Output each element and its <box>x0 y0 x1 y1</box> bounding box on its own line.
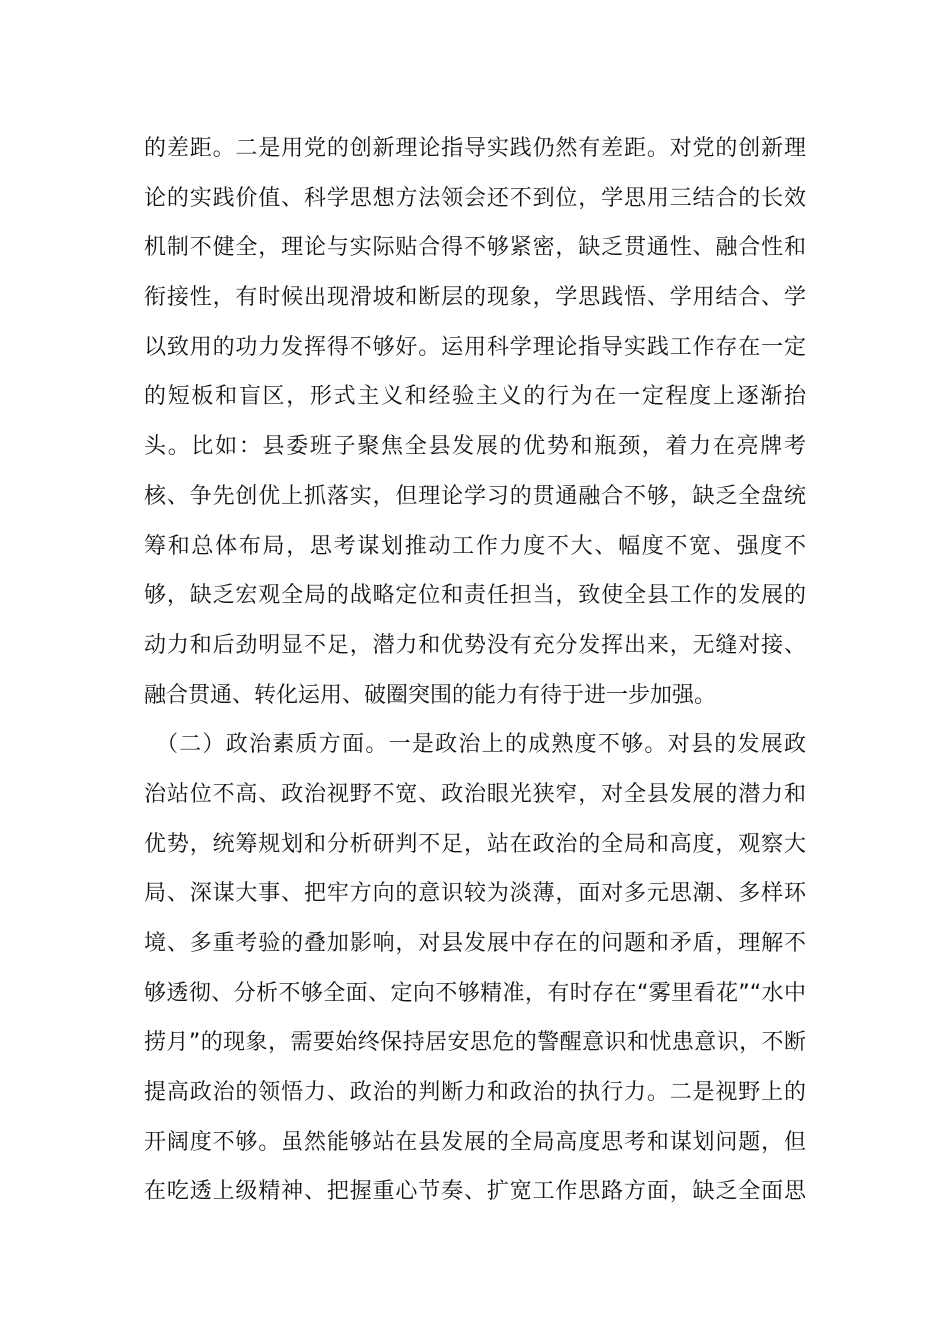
text-line: 开阔度不够。虽然能够站在县发展的全局高度思考和谋划问题，但 <box>144 1129 806 1155</box>
text-line: 提高政治的领悟力、政治的判断力和政治的执行力。二是视野上的 <box>144 1080 806 1106</box>
text-line: 筹和总体布局，思考谋划推动工作力度不大、幅度不宽、强度不 <box>144 533 806 559</box>
text-line: 捞月”的现象，需要始终保持居安思危的警醒意识和忧患意识，不断 <box>144 1030 806 1056</box>
text-line: 优势，统筹规划和分析研判不足，站在政治的全局和高度，观察大 <box>144 831 806 857</box>
text-line: 局、深谋大事、把牢方向的意识较为淡薄，面对多元思潮、多样环 <box>144 881 806 907</box>
text-line: 机制不健全，理论与实际贴合得不够紧密，缺乏贯通性、融合性和 <box>144 235 806 261</box>
text-line: 的短板和盲区，形式主义和经验主义的行为在一定程度上逐渐抬 <box>144 384 806 410</box>
paragraph-political-quality <box>144 720 806 1217</box>
text-line: 的差距。二是用党的创新理论指导实践仍然有差距。对党的创新理 <box>144 136 806 161</box>
text-line: 论的实践价值、科学思想方法领会还不到位，学思用三结合的长效 <box>144 185 806 211</box>
text-line: 境、多重考验的叠加影响，对县发展中存在的问题和矛盾，理解不 <box>144 931 806 956</box>
text-line: 衔接性，有时候出现滑坡和断层的现象，学思践悟、学用结合、学 <box>144 285 806 311</box>
paragraph-theory-practice-gap <box>144 124 806 720</box>
text-line: 动力和后劲明显不足，潜力和优势没有充分发挥出来，无缝对接、 <box>144 632 806 658</box>
text-line: 够，缺乏宏观全局的战略定位和责任担当，致使全县工作的发展的 <box>144 583 806 609</box>
text-line: 融合贯通、转化运用、破圈突围的能力有待于进一步加强。 <box>144 682 717 708</box>
text-line: 治站位不高、政治视野不宽、政治眼光狭窄，对全县发展的潜力和 <box>144 781 806 807</box>
text-line: 核、争先创优上抓落实，但理论学习的贯通融合不够，缺乏全盘统 <box>144 483 806 509</box>
section-heading-line: （二）政治素质方面。一是政治上的成熟度不够。对县的发展政 <box>156 732 806 758</box>
text-line: 头。比如：县委班子聚焦全县发展的优势和瓶颈，着力在亮牌考 <box>144 434 806 460</box>
text-line: 够透彻、分析不够全面、定向不够精准，有时存在“雾里看花”“水中 <box>144 980 806 1006</box>
text-line: 在吃透上级精神、把握重心节奏、扩宽工作思路方面，缺乏全面思 <box>144 1179 806 1205</box>
text-line: 以致用的功力发挥得不够好。运用科学理论指导实践工作存在一定 <box>144 334 806 360</box>
document-body <box>144 124 806 1217</box>
